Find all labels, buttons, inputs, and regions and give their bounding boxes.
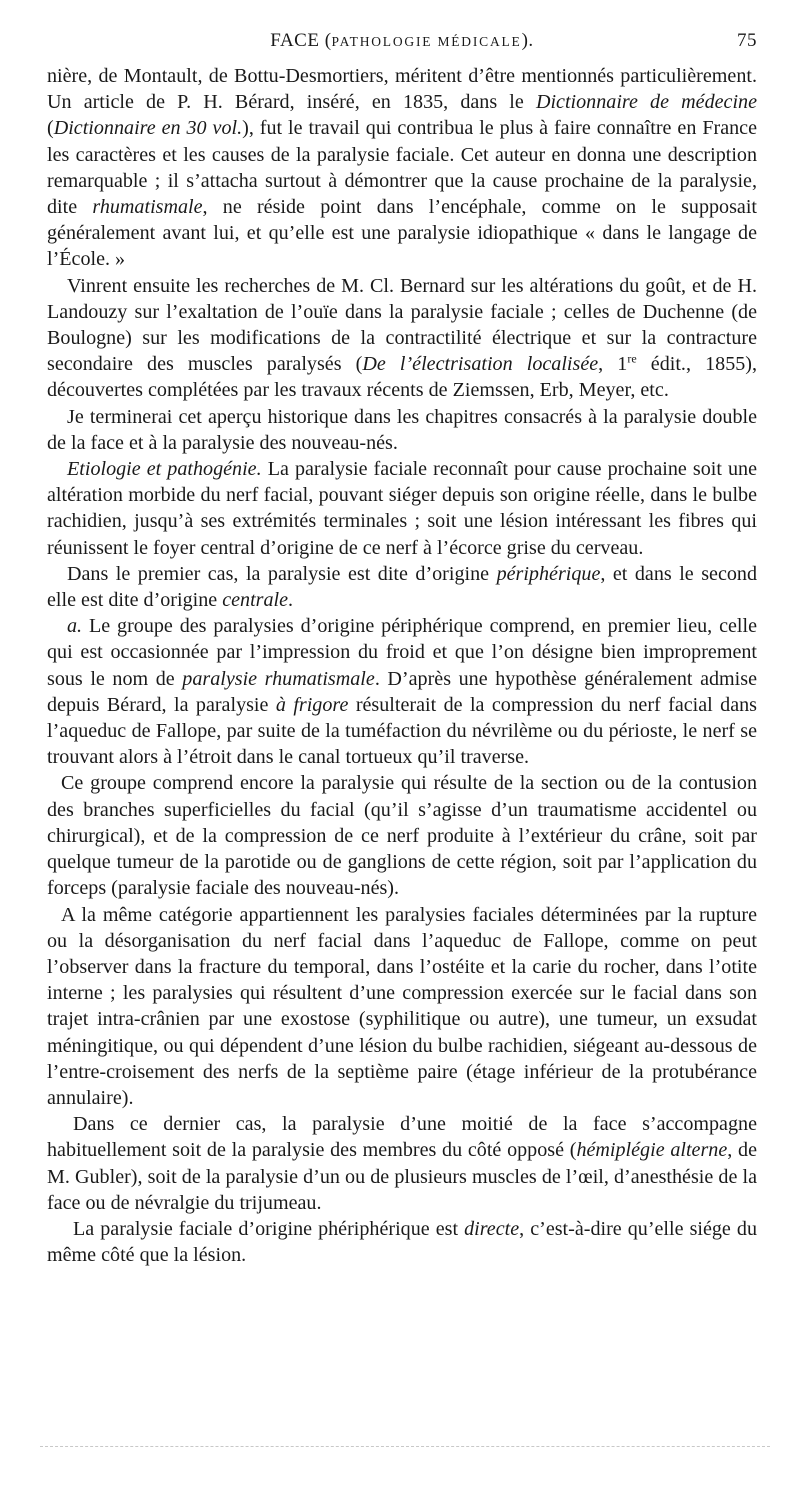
p1-text-a: nière, de Montault, de Bottu-Desmortiers, méritent d’être mentionnés particulièrement. Un article de P. H. Bérard, inséré, en 1835, dans le — [47, 65, 757, 114]
title-end: ). — [521, 30, 534, 51]
p1-italic-dictionnaire: Dictionnaire de médecine — [535, 91, 757, 114]
p9-text-c: , de M. Gubler), soit de la paralysie d’un ou de plusieurs muscles de l’œil, d’anesthésie de la face ou de névralgie du trijumeau. — [47, 1139, 757, 1214]
p2-text-c: , 1 — [598, 353, 628, 376]
p6-item-marker: a. — [67, 615, 83, 638]
p6-italic-paralysie-rhumatismale: paralysie rhumatismale — [182, 667, 375, 690]
paragraph-6 — [47, 613, 757, 770]
p1-italic-30vol: Dictionnaire en 30 vol. — [53, 117, 243, 140]
p10-text-a: La paralysie faciale d’origine phériphérique est — [73, 1217, 465, 1240]
p10-italic-directe: directe — [464, 1217, 520, 1240]
section-heading-etiologie: Etiologie et pathogénie. — [67, 458, 262, 481]
p5-text-c: , et dans le second elle est dite d’origine — [47, 562, 757, 612]
paragraph-10 — [47, 1216, 757, 1268]
page-number: 75 — [737, 30, 757, 51]
title-main: FACE ( — [270, 30, 332, 51]
page-body — [47, 63, 757, 1268]
paragraph-4 — [47, 456, 757, 561]
p6-text-d: . D’après une hypothèse généralement admise depuis Bérard, la paralysie — [47, 667, 757, 716]
p1-text-c: ( — [47, 117, 54, 140]
p5-text-e: . — [288, 589, 294, 612]
p6-text-b: Le groupe des paralysies d’origine périphérique comprend, en premier lieu, celle qui est occasionnée par l’impression du froid et que l’on désigne bien improprement sous le nom de — [47, 615, 757, 690]
paragraph-3: Je terminerai cet aperçu historique dans les chapitres consacrés à la paralysie double de la face et à la paralysie des nouveau-nés. — [47, 405, 757, 454]
running-title — [47, 30, 757, 52]
title-small-caps: PATHOLOGIE MÉDICALE — [331, 34, 522, 49]
p2-italic-electrisation: De l’électrisation localisée — [362, 353, 599, 376]
p9-text-a: Dans ce dernier cas, la paralysie d’une moitié de la face s’accompagne habituellement soit de la paralysie des membres du côté opposé ( — [47, 1113, 757, 1162]
paragraph-5 — [47, 561, 757, 613]
paragraph-9 — [47, 1111, 757, 1216]
p1-text-e: ), fut le travail qui contribua le plus à faire connaître en France les caractères et les causes de la paralysie faciale. Cet auteur en donna une description remarquable ; il s’attacha surtout à démontrer que la cause prochaine de la paralysie, dite — [47, 117, 757, 219]
p2-text-a: Vinrent ensuite les recherches de M. Cl. Bernard sur les altérations du goût, et de H. Landouzy sur l’exaltation de l’ouïe dans la paralysie faciale ; celles de Duchenne (de Boulogne) sur les modifications de la contractilité électrique et sur la contracture secondaire des muscles paralysés ( — [47, 274, 757, 376]
p1-text-g: , ne réside point dans l’encéphale, comme on le supposait généralement avant lui, et qu’elle est une paralysie idiopathique « dans le langage de l’École. » — [47, 196, 758, 271]
paragraph-8: A la même catégorie appartiennent les paralysies faciales déterminées par la rupture ou la désorganisation du nerf facial dans l’aqueduc de Fallope, comme on peut l’observer dans la fracture du temporal, dans l’ostéite et la carie du rocher, dans l’otite interne ; les paralysies qui résultent d’une compression exercée sur le facial dans son trajet intra-crânien par une exostose (syphilitique ou autre), une tumeur, un exsudat méningitique, ou qui dépendent d’une lésion du bulbe rachidien, siégeant au-dessous de l’entre-croisement des nerfs de la septième paire (étage inférieur de la protubérance annulaire). — [47, 903, 757, 1109]
p2-superscript: re — [627, 351, 637, 366]
p10-text-c: , c’est-à-dire qu’elle siége du même côté que la lésion. — [47, 1217, 757, 1267]
p6-text-f: résulterait de la compression du nerf facial dans l’aqueduc de Fallope, par suite de la tuméfaction du névrilème ou du périoste, le nerf se trouvant alors à l’étroit dans le canal tortueux qu’il traverse. — [47, 693, 757, 769]
p4-text-b: La paralysie faciale reconnaît pour cause prochaine soit une altération morbide du nerf facial, pouvant siéger depuis son origine réelle, dans le bulbe rachidien, jusqu’à ses extrémités terminales ; soit une lésion intéressant les fibres qui réunissent le foyer central d’origine de ce nerf à l’écorce grise du cerveau. — [47, 458, 757, 559]
bottom-bleed-through-rule — [40, 1446, 770, 1447]
paragraph-1 — [47, 63, 757, 273]
p9-italic-hemiplegie: hémiplégie alterne — [576, 1139, 728, 1162]
p1-italic-rhumatismale: rhumatismale — [92, 196, 203, 219]
p5-text-a: Dans le premier cas, la paralysie est dite d’origine — [67, 562, 497, 585]
p6-italic-frigore: à frigore — [275, 693, 349, 716]
p2-text-d: édit., 1855), découvertes complétées par les travaux récents de Ziemssen, Erb, Meyer, etc. — [47, 353, 757, 402]
p5-italic-centrale: centrale — [222, 589, 289, 612]
paragraph-2 — [47, 273, 757, 404]
running-header — [47, 30, 757, 56]
paragraph-7: Ce groupe comprend encore la paralysie qui résulte de la section ou de la contusion des branches superficielles du facial (qu’il s’agisse d’un traumatisme accidentel ou chirurgical), et de la compression de ce nerf produite à l’extérieur du crâne, soit par quelque tumeur de la parotide ou de ganglions de cette région, soit par l’application du forceps (paralysie faciale des nouveau-nés). — [47, 772, 757, 900]
p5-italic-peripherique: périphérique — [496, 562, 601, 585]
